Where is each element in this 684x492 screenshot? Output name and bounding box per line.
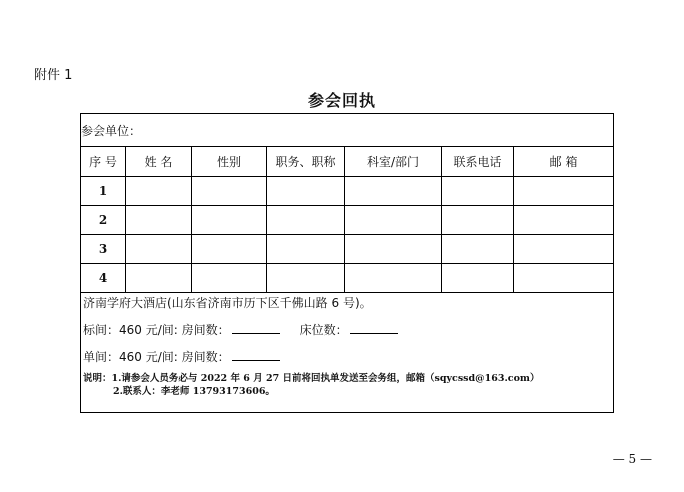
column-header: 序 号 bbox=[81, 147, 126, 177]
single-room-line bbox=[83, 350, 613, 365]
table-cell[interactable] bbox=[514, 177, 614, 206]
table-row bbox=[81, 206, 614, 235]
unit-field[interactable] bbox=[81, 114, 614, 147]
column-header: 科室/部门 bbox=[345, 147, 442, 177]
note-line-1: 说明：1.请参会人员务必与 2022 年 6 月 27 日前将回执单发送至会务组，邮箱（sqycssd@163.com） bbox=[83, 373, 540, 384]
column-header: 联系电话 bbox=[442, 147, 514, 177]
table-row bbox=[81, 235, 614, 264]
table-cell[interactable] bbox=[192, 177, 267, 206]
table-cell[interactable] bbox=[267, 235, 345, 264]
table-cell[interactable] bbox=[442, 177, 514, 206]
table-cell[interactable] bbox=[192, 235, 267, 264]
table-row bbox=[81, 264, 614, 293]
page-number: — 5 — bbox=[612, 452, 652, 466]
table-cell[interactable] bbox=[345, 235, 442, 264]
page-title: 参会回执 bbox=[307, 91, 376, 110]
table-cell[interactable] bbox=[267, 177, 345, 206]
table-cell[interactable] bbox=[345, 177, 442, 206]
table-cell[interactable] bbox=[126, 206, 192, 235]
table-cell[interactable] bbox=[442, 264, 514, 293]
standard-room-count-field[interactable] bbox=[232, 323, 280, 334]
bed-count-field[interactable] bbox=[350, 323, 398, 334]
table-cell[interactable] bbox=[126, 264, 192, 293]
table-cell[interactable] bbox=[514, 235, 614, 264]
table-cell[interactable] bbox=[267, 264, 345, 293]
hotel-address: 济南学府大酒店(山东省济南市历下区千佛山路 6 号)。 bbox=[83, 296, 372, 310]
note-line-2: 2.联系人：李老师 13793173606。 bbox=[113, 385, 275, 397]
table-cell[interactable] bbox=[126, 235, 192, 264]
column-header: 性别 bbox=[192, 147, 267, 177]
table-cell[interactable] bbox=[267, 206, 345, 235]
table-cell[interactable] bbox=[345, 206, 442, 235]
column-header: 姓 名 bbox=[126, 147, 192, 177]
row-number: 3 bbox=[81, 235, 126, 264]
row-number: 4 bbox=[81, 264, 126, 293]
attachment-label: 附件 1 bbox=[34, 68, 73, 83]
bed-count-label: 床位数： bbox=[299, 323, 348, 337]
unit-label: 参会单位： bbox=[81, 123, 142, 138]
table-cell[interactable] bbox=[126, 177, 192, 206]
table-cell[interactable] bbox=[192, 264, 267, 293]
table-cell[interactable] bbox=[514, 264, 614, 293]
row-number: 2 bbox=[81, 206, 126, 235]
single-room-count-field[interactable] bbox=[232, 350, 280, 361]
notes bbox=[83, 373, 613, 399]
column-header: 职务、职称 bbox=[267, 147, 345, 177]
table-header-row bbox=[81, 147, 614, 177]
hotel-info-cell bbox=[81, 293, 614, 413]
table-cell[interactable] bbox=[442, 206, 514, 235]
table-cell[interactable] bbox=[442, 235, 514, 264]
table-cell[interactable] bbox=[345, 264, 442, 293]
row-number: 1 bbox=[81, 177, 126, 206]
table-cell[interactable] bbox=[514, 206, 614, 235]
table-cell[interactable] bbox=[192, 206, 267, 235]
receipt-form-table bbox=[80, 113, 614, 413]
standard-room-line bbox=[83, 323, 613, 338]
table-row bbox=[81, 177, 614, 206]
column-header: 邮 箱 bbox=[514, 147, 614, 177]
single-room-label: 单间：460 元/间: 房间数： bbox=[83, 350, 230, 364]
standard-room-label: 标间：460 元/间: 房间数： bbox=[83, 323, 230, 337]
